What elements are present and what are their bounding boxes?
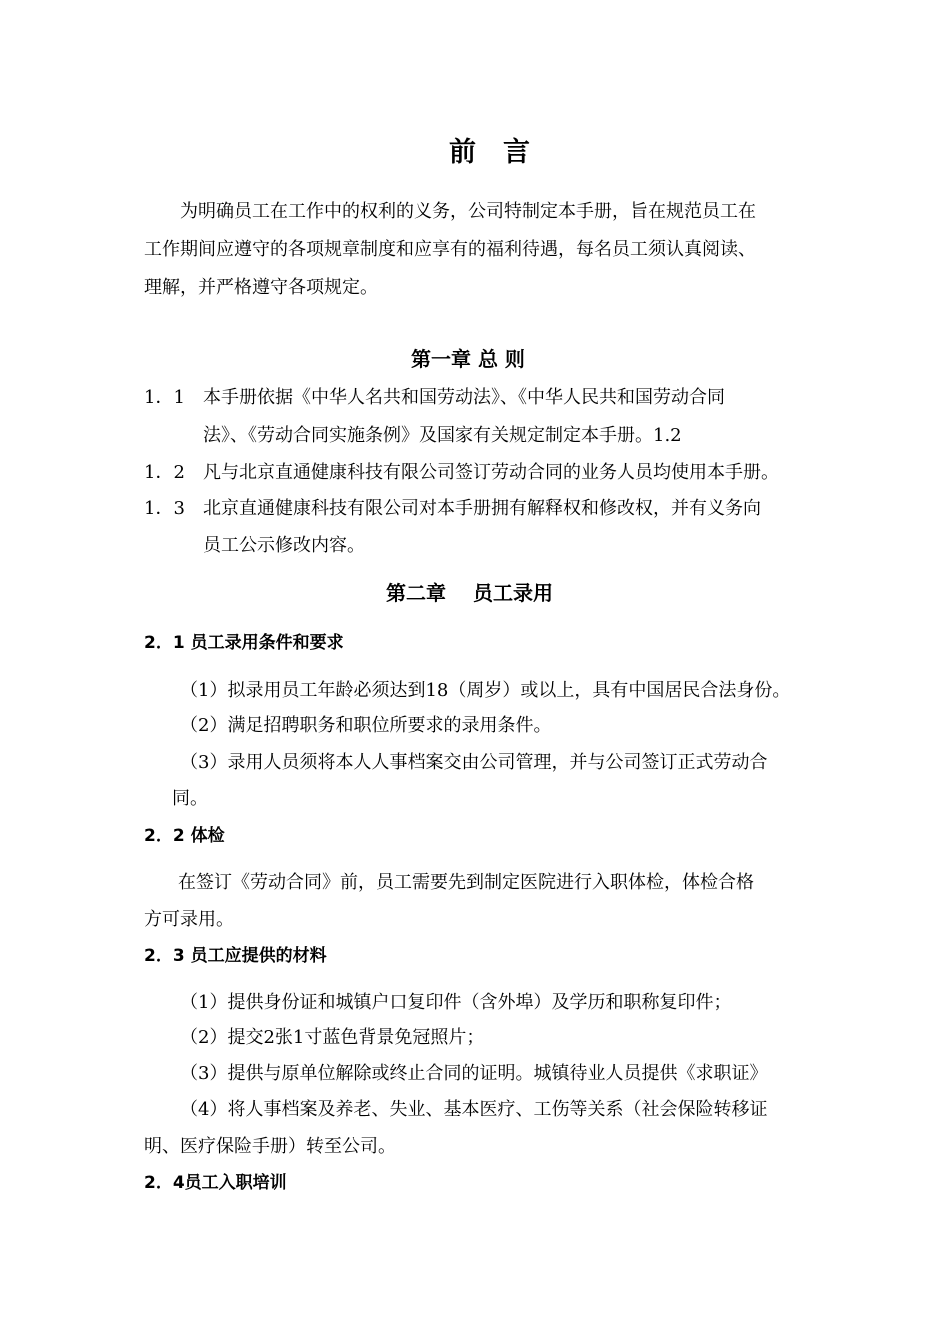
clause-text: 员工公示修改内容。: [203, 535, 365, 556]
clause-text: 凡与北京直通健康科技有限公司签订劳动合同的业务人员均使用本手册。: [203, 462, 779, 483]
preface-line: 为明确员工在工作中的权利的义务，公司特制定本手册，旨在规范员工在: [180, 201, 756, 222]
section-heading: 2．3 员工应提供的材料: [144, 946, 327, 966]
clause-number: 1．3: [144, 498, 185, 519]
preface-line: 工作期间应遵守的各项规章制度和应享有的福利待遇，每名员工须认真阅读、: [144, 239, 756, 260]
section-line: （3）提供与原单位解除或终止合同的证明。城镇待业人员提供《求职证》: [180, 1063, 768, 1084]
section-line: （4）将人事档案及养老、失业、基本医疗、工伤等关系（社会保险转移证: [180, 1099, 768, 1120]
section-line: （2）提交2张1寸蓝色背景免冠照片；: [180, 1027, 485, 1048]
clause-text: 法》、《劳动合同实施条例》及国家有关规定制定本手册。1.2: [203, 425, 682, 446]
section-line: 同。: [172, 788, 208, 809]
section-line: 方可录用。: [144, 909, 234, 930]
section-heading: 2．1 员工录用条件和要求: [144, 633, 344, 653]
section-line: （1）拟录用员工年龄必须达到18（周岁）或以上，具有中国居民合法身份。: [180, 680, 791, 701]
clause-text: 本手册依据《中华人名共和国劳动法》、《中华人民共和国劳动合同: [203, 387, 725, 408]
chapter2-title: 第二章 员工录用: [386, 581, 553, 605]
clause-number: 1．2: [144, 462, 185, 483]
section-line: （1）提供身份证和城镇户口复印件（含外埠）及学历和职称复印件；: [180, 992, 732, 1013]
section-heading: 2．4员工入职培训: [144, 1173, 287, 1193]
section-line: （2）满足招聘职务和职位所要求的录用条件。: [180, 715, 552, 736]
preface-title: 前 言: [449, 137, 530, 168]
section-line: 明、医疗保险手册）转至公司。: [144, 1136, 396, 1157]
section-heading: 2．2 体检: [144, 826, 225, 846]
section-line: 在签订《劳动合同》前，员工需要先到制定医院进行入职体检，体检合格: [178, 872, 754, 893]
clause-number: 1．1: [144, 387, 185, 408]
clause-text: 北京直通健康科技有限公司对本手册拥有解释权和修改权，并有义务向: [203, 498, 761, 519]
section-line: （3）录用人员须将本人人事档案交由公司管理，并与公司签订正式劳动合: [180, 752, 768, 773]
preface-line: 理解，并严格遵守各项规定。: [144, 277, 378, 298]
chapter1-title: 第一章 总 则: [411, 347, 525, 371]
